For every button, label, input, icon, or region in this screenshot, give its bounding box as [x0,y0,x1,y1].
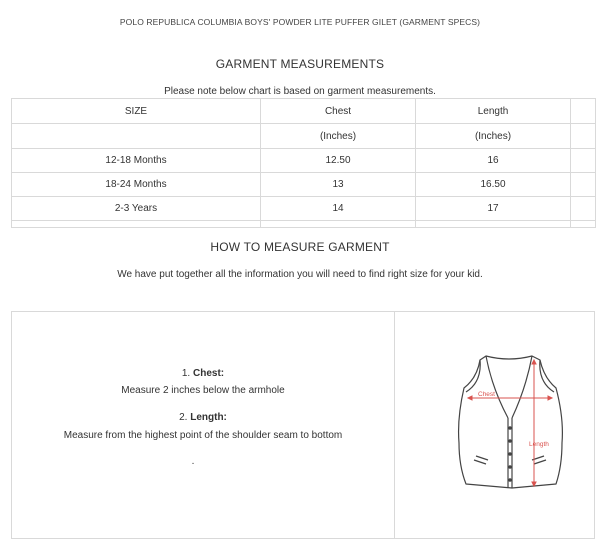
step-chest-heading [12,368,394,379]
chart-note: Please note below chart is based on garment measurements. [164,86,436,97]
column-header-length: Length [416,99,571,124]
size-cell: 12-18 Months [12,149,261,173]
unit-cell-size [12,124,261,149]
step-number: 2. [179,412,188,423]
table-row [12,197,596,221]
product-title: POLO REPUBLICA COLUMBIA BOYS' POWDER LITE PUFFER GILET (GARMENT SPECS) [119,17,481,27]
table-empty-cell [261,221,416,228]
table-spacer-cell [571,99,596,124]
chest-cell: 12.50 [261,149,416,173]
trailing-mark: . [191,456,195,467]
column-header-size: SIZE [12,99,261,124]
length-cell: 16.50 [416,173,571,197]
step-length-heading [12,412,394,423]
table-empty-cell [416,221,571,228]
unit-cell-chest: (Inches) [261,124,416,149]
step-number: 1. [181,368,191,379]
how-to-measure-heading: HOW TO MEASURE GARMENT [210,240,390,254]
length-cell: 16 [416,149,571,173]
size-cell: 18-24 Months [12,173,261,197]
step-title: Chest: [193,368,225,379]
size-chart-table [11,98,596,228]
size-cell: 2-3 Years [12,197,261,221]
table-spacer-cell [571,197,596,221]
table-unit-row [12,124,596,149]
step-title: Length: [190,412,227,423]
length-guide-label: Length [529,441,549,448]
chest-cell: 14 [261,197,416,221]
table-header-row [12,99,596,124]
unit-cell-length: (Inches) [416,124,571,149]
vest-diagram-icon [444,348,574,498]
chest-guide-label: Chest [478,391,495,398]
length-cell: 17 [416,197,571,221]
table-row [12,149,596,173]
table-spacer-cell [571,124,596,149]
table-row [12,173,596,197]
panel-divider [394,312,395,538]
garment-measurements-heading: GARMENT MEASUREMENTS [215,57,385,71]
table-empty-cell [571,221,596,228]
table-empty-cell [12,221,261,228]
table-spacer-cell [571,173,596,197]
how-to-intro: We have put together all the information you will need to find right size for your kid. [117,269,483,280]
table-spacer-cell [571,149,596,173]
step-chest-text: Measure 2 inches below the armhole [121,385,285,396]
chest-cell: 13 [261,173,416,197]
table-row [12,221,596,228]
column-header-chest: Chest [261,99,416,124]
step-length-text: Measure from the highest point of the shoulder seam to bottom [63,430,343,441]
how-to-measure-panel [11,311,595,539]
